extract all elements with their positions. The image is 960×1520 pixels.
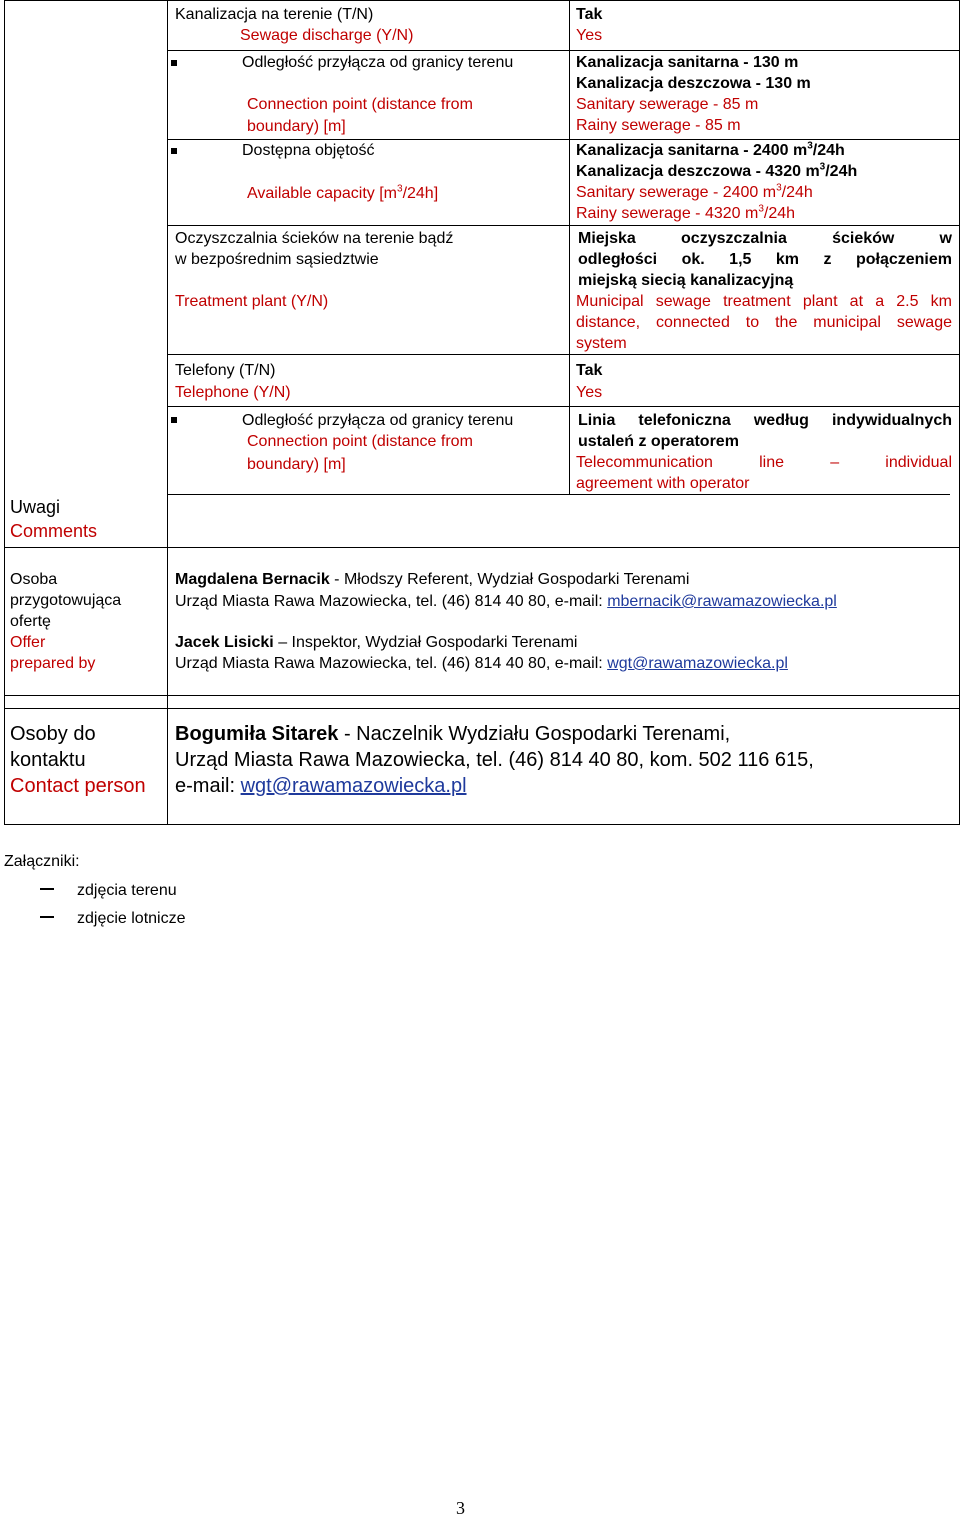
phone-connection-value: Linia telefoniczna według indywidualnych [578, 412, 952, 429]
table-border-left [4, 0, 5, 825]
attachment-item: zdjęcie lotnicze [77, 910, 186, 927]
row-divider [4, 695, 960, 696]
person-2-line [175, 632, 577, 653]
phone-value: Tak [576, 362, 603, 379]
table-border-top [4, 0, 960, 1]
sewage-value: Tak [576, 6, 603, 23]
capacity-value-en: Rainy sewerage - 4320 $m^3/24h$ [576, 203, 796, 222]
attachment-item: zdjęcia terenu [77, 882, 177, 899]
capacity-value: Kanalizacja sanitarna - 2400 $m^3/24h$ [576, 140, 845, 159]
contact-email-link[interactable]: wgt@rawamazowiecka.pl [240, 775, 467, 797]
person-1-role: - Młodszy Referent, Wydział Gospodarki Terenami [329, 571, 690, 588]
row-divider [167, 494, 950, 495]
sewage-label-en: Sewage discharge (Y/N) [240, 27, 414, 44]
row-divider [167, 354, 960, 355]
phone-label: Telefony (T/N) [175, 362, 276, 379]
row-divider [167, 225, 960, 226]
treatment-label: Oczyszczalnia ścieków na terenie bądź [175, 230, 454, 247]
capacity-value-en: Sanitary sewerage - 2400 $m^3/24h$ [576, 182, 813, 201]
bullet-icon [171, 417, 177, 423]
comments-label-en: Comments [10, 521, 98, 541]
treatment-value-en: Municipal sewage treatment plant at a 2.5 km [576, 293, 952, 310]
bullet-icon [171, 148, 177, 154]
row-divider [4, 547, 960, 548]
treatment-label-en: Treatment plant (Y/N) [175, 293, 329, 310]
capacity-value: Kanalizacja deszczowa - 4320 $m^3/24h$ [576, 161, 858, 180]
phone-connection-label-en: Connection point (distance from [247, 433, 473, 450]
capacity-label-en: Available capacity $[m^3/24h]$ [247, 183, 439, 202]
contact-person-role: - Naczelnik Wydziału Gospodarki Terenami, [338, 723, 731, 745]
phone-connection-value-en: agreement with operator [576, 475, 750, 492]
treatment-value: Miejska oczyszczalnia ścieków w [578, 230, 952, 247]
sewage-label: Kanalizacja na terenie (T/N) [175, 6, 374, 23]
sewage-connection-value: Kanalizacja deszczowa - 130 m [576, 75, 811, 92]
table-border-col1 [167, 0, 168, 825]
contact-person-line [175, 721, 730, 747]
sewage-connection-label-en: Connection point (distance from [247, 96, 473, 113]
contact-person-email: e-mail: wgt@rawamazowiecka.pl [175, 775, 467, 797]
contact-person-address: Urząd Miasta Rawa Mazowiecka, tel. (46) 814 40 80, kom. 502 116 615, [175, 749, 814, 771]
person-2-role: – Inspektor, Wydział Gospodarki Terenami [273, 634, 578, 651]
prepared-label-en: Offer [10, 634, 46, 651]
row-divider [4, 708, 960, 709]
contact-label: kontaktu [10, 749, 86, 771]
prepared-label-en: prepared by [10, 655, 96, 672]
prepared-label: Osoba [10, 571, 58, 588]
treatment-value: odległości ok. 1,5 km z połączeniem [578, 251, 952, 268]
contact-label-en: Contact person [10, 775, 146, 797]
row-divider [167, 50, 960, 51]
sewage-connection-label-en: boundary) [m] [247, 118, 346, 135]
treatment-value: miejską siecią kanalizacyjną [578, 272, 794, 289]
sewage-connection-label: Odległość przyłącza od granicy terenu [242, 54, 514, 71]
person-2-email-link[interactable]: wgt@rawamazowiecka.pl [607, 655, 788, 672]
sewage-value-en: Yes [576, 27, 603, 44]
prepared-label: ofertę [10, 613, 51, 630]
capacity-label: Dostępna objętość [242, 142, 375, 159]
prepared-label: przygotowująca [10, 592, 122, 609]
phone-value-en: Yes [576, 384, 603, 401]
table-border-bottom [4, 824, 960, 825]
sewage-connection-value-en: Rainy sewerage - 85 m [576, 117, 741, 134]
phone-connection-value: ustaleń z operatorem [578, 433, 739, 450]
person-1-address: Urząd Miasta Rawa Mazowiecka, tel. (46) 814 40 80, e-mail: mbernacik@rawamazowiecka.pl [175, 593, 837, 610]
contact-person-name: Bogumiła Sitarek [175, 723, 339, 745]
phone-connection-value-en: Telecommunication line – individual [576, 454, 952, 471]
treatment-value-en: system [576, 335, 627, 352]
phone-label-en: Telephone (Y/N) [175, 384, 291, 401]
person-1-email-link[interactable]: mbernacik@rawamazowiecka.pl [607, 593, 837, 610]
person-2-name: Jacek Lisicki [175, 634, 274, 651]
dash-icon [40, 888, 54, 890]
phone-connection-label: Odległość przyłącza od granicy terenu [242, 412, 514, 429]
sewage-connection-value: Kanalizacja sanitarna - 130 m [576, 54, 799, 71]
phone-connection-label-en: boundary) [m] [247, 456, 346, 473]
person-2-address: Urząd Miasta Rawa Mazowiecka, tel. (46) 814 40 80, e-mail: wgt@rawamazowiecka.pl [175, 655, 788, 672]
dash-icon [40, 916, 54, 918]
person-1-name: Magdalena Bernacik [175, 571, 330, 588]
sewage-connection-value-en: Sanitary sewerage - 85 m [576, 96, 759, 113]
contact-label: Osoby do [10, 723, 96, 745]
person-1-line [175, 569, 689, 590]
page-number: 3 [456, 1498, 465, 1518]
comments-label: Uwagi [10, 497, 61, 517]
treatment-label: w bezpośrednim sąsiedztwie [175, 251, 379, 268]
row-divider [167, 406, 960, 407]
attachments-title: Załączniki: [4, 853, 80, 870]
bullet-icon [171, 60, 177, 66]
table-border-col2 [569, 0, 570, 495]
treatment-value-en: distance, connected to the municipal sewage [576, 314, 952, 331]
